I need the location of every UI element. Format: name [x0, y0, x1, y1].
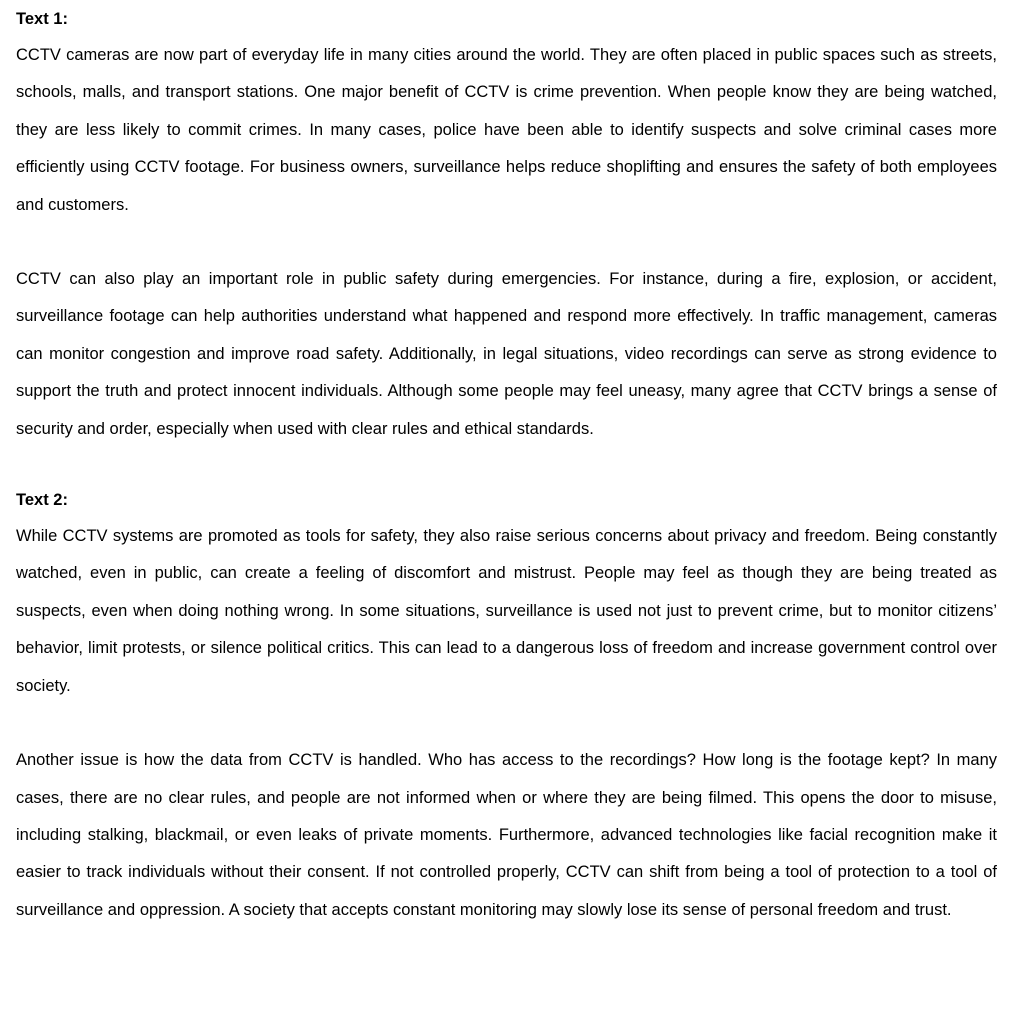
text-1-section: [16, 4, 997, 448]
text-1-heading: Text 1:: [16, 10, 68, 28]
text-2-paragraph-2: Another issue is how the data from CCTV is handled. Who has access to the recordings? How long is the footage kept? In many cases, there are no clear rules, and people are not informed when or where they are being filmed. This opens the door to misuse, including stalking, blackmail, or even leaks of private moments. Furthermore, advanced technologies like facial recognition make it easier to track individuals without their consent. If not controlled properly, CCTV can shift from being a tool of protection to a tool of surveillance and oppression. A society that accepts constant monitoring may slowly lose its sense of personal freedom and trust.: [16, 751, 997, 919]
document-page: [16, 4, 997, 929]
text-2-section: [16, 485, 997, 929]
text-1-paragraph-1: CCTV cameras are now part of everyday life in many cities around the world. They are often placed in public spaces such as streets, schools, malls, and transport stations. One major benefit of CCTV is crime prevention. When people know they are being watched, they are less likely to commit crimes. In many cases, police have been able to identify suspects and solve criminal cases more efficiently using CCTV footage. For business owners, surveillance helps reduce shoplifting and ensures the safety of both employees and customers.: [16, 46, 997, 214]
text-2-heading: Text 2:: [16, 491, 68, 510]
text-1-paragraph-2: CCTV can also play an important role in public safety during emergencies. For instance, during a fire, explosion, or accident, surveillance footage can help authorities understand what happened and respond more effectively. In traffic management, cameras can monitor congestion and improve road safety. Additionally, in legal situations, video recordings can serve as strong evidence to support the truth and protect innocent individuals. Although some people may feel uneasy, many agree that CCTV brings a sense of security and order, especially when used with clear rules and ethical standards.: [16, 270, 997, 438]
text-2-paragraph-1: While CCTV systems are promoted as tools for safety, they also raise serious concerns about privacy and freedom. Being constantly watched, even in public, can create a feeling of discomfort and mistrust. People may feel as though they are being treated as suspects, even when doing nothing wrong. In some situations, surveillance is used not just to prevent crime, but to monitor citizens’ behavior, limit protests, or silence political critics. This can lead to a dangerous loss of freedom and increase government control over society.: [16, 527, 997, 695]
